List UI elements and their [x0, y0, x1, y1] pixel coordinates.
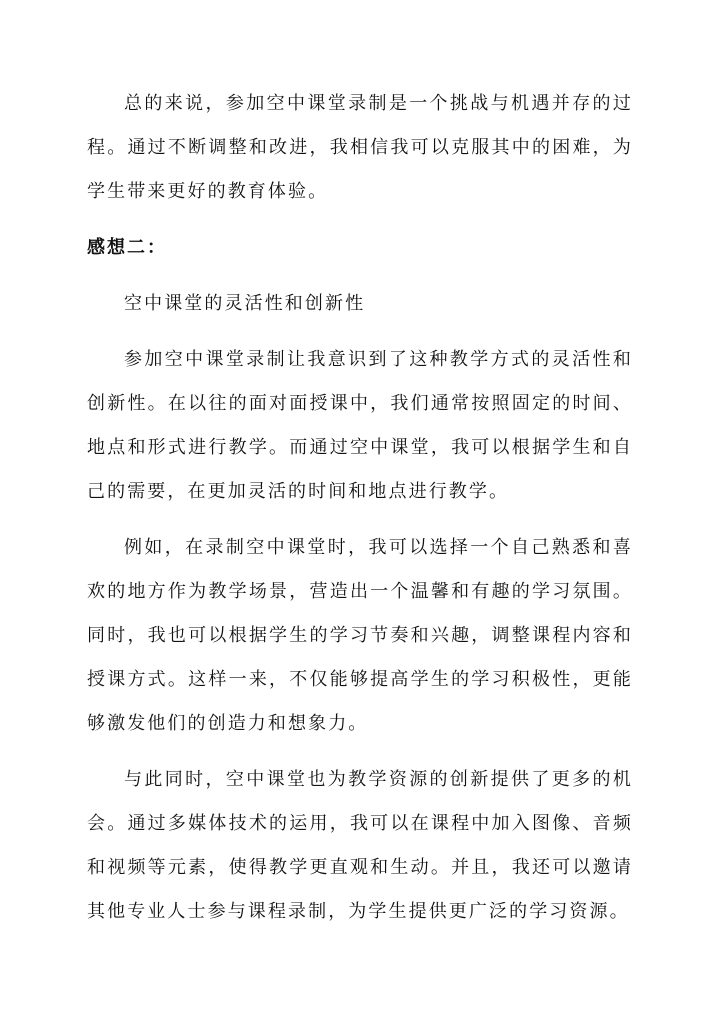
paragraph-summary: 总的来说，参加空中课堂录制是一个挑战与机遇并存的过程。通过不断调整和改进，我相信我可以克服其中的困难，为学生带来更好的教育体验。 [87, 93, 633, 202]
section-heading: 感想二： [87, 237, 167, 258]
paragraph-flexibility: 参加空中课堂录制让我意识到了这种教学方式的灵活性和创新性。在以往的面对面授课中，我们通常按照固定的时间、地点和形式进行教学。而通过空中课堂，我可以根据学生和自己的需要，在更加灵活的时间和地点进行教学。 [87, 349, 633, 502]
spacer [87, 514, 633, 526]
paragraph-resources: 与此同时，空中课堂也为教学资源的创新提供了更多的机会。通过多媒体技术的运用，我可以在课程中加入图像、音频和视频等元素，使得教学更直观和生动。并且，我还可以邀请其他专业人士参与课程录制，为学生提供更广泛的学习资源。 [87, 769, 633, 922]
spacer [87, 746, 633, 758]
paragraph-example: 例如，在录制空中课堂时，我可以选择一个自己熟悉和喜欢的地方作为教学场景，营造出一个温馨和有趣的学习氛围。同时，我也可以根据学生的学习节奏和兴趣，调整课程内容和授课方式。这样一来，不仅能够提高学生的学习积极性，更能够激发他们的创造力和想象力。 [87, 537, 633, 734]
spacer [87, 326, 633, 338]
spacer [87, 270, 633, 282]
section-subtitle: 空中课堂的灵活性和创新性 [124, 293, 366, 314]
document-page [87, 82, 633, 934]
spacer [87, 214, 633, 226]
